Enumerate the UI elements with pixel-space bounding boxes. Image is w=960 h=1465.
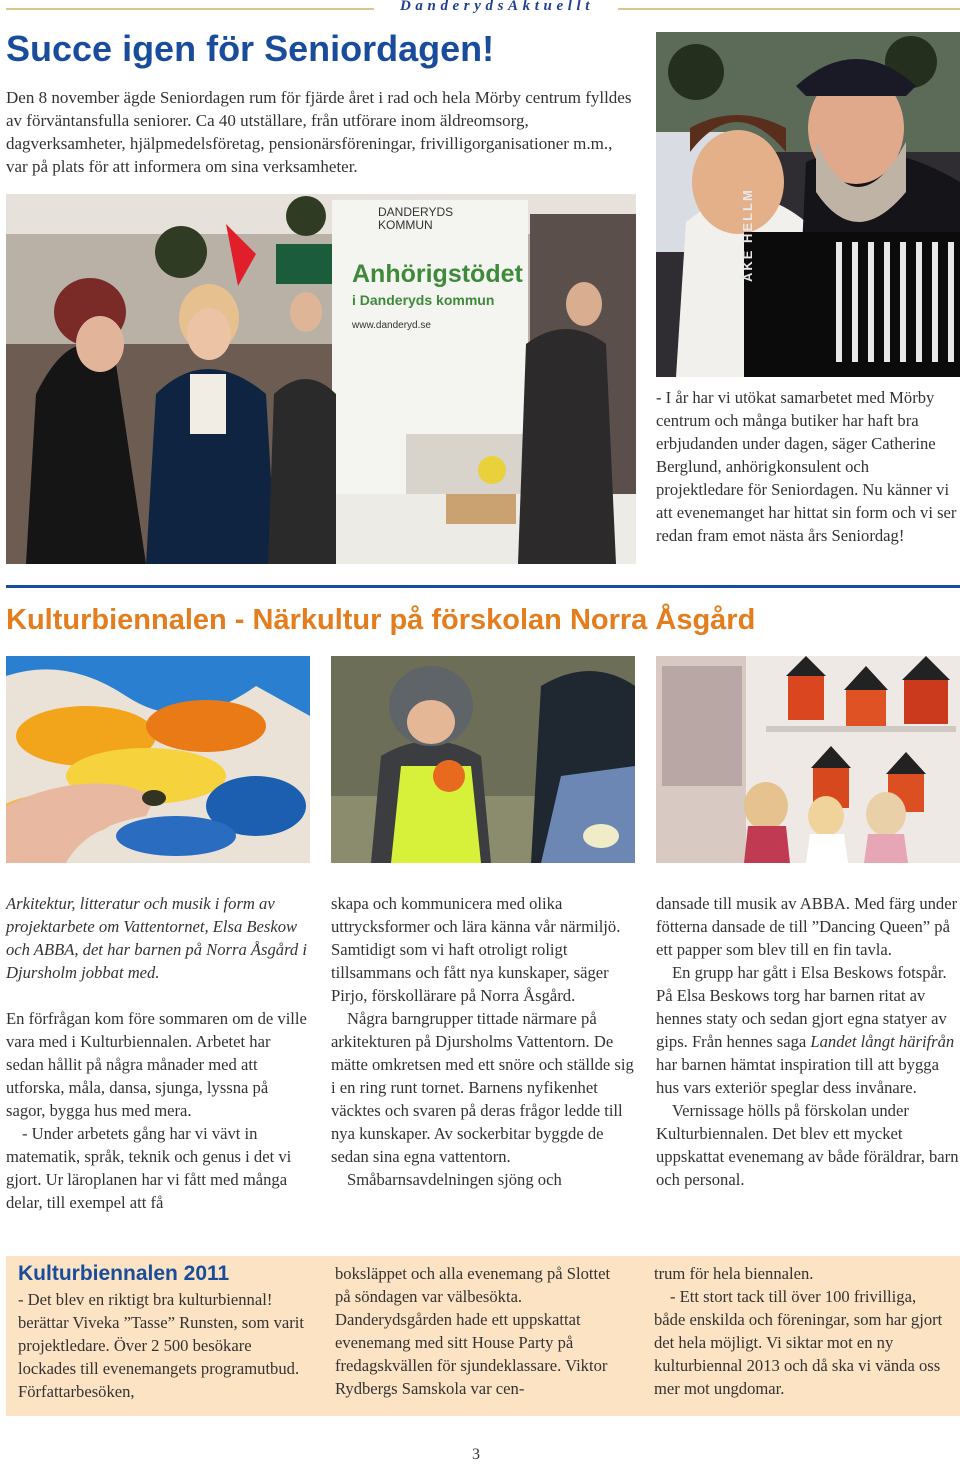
banner-title: Anhörigstödet [352, 260, 523, 288]
banner-subtitle: i Danderyds kommun [352, 292, 495, 308]
article2-column-1 [6, 892, 310, 1214]
accordion-text: ÅKE HELLM [740, 188, 755, 282]
section-divider [6, 585, 960, 588]
header-rule-right [618, 8, 960, 10]
article2-col1-p2: - Under arbetets gång har vi vävt in matematik, språk, teknik och genus i det vi gjort. Ur läroplanen har vi fått med många delar, till exempel att få [6, 1124, 292, 1212]
finger-painting-photo [6, 656, 310, 863]
factbox-column-1: - Det blev en riktigt bra kulturbiennal! berättar Viveka ”Tasse” Runsten, som varit projektledare. Över 2 500 besökare lockades till evenemangets programutbud. Författarbesöken, [18, 1290, 304, 1401]
factbox-col3-p2: - Ett stort tack till över 100 frivilliga, både enskilda och föreningar, som har gjort det hela möjligt. Vi siktar mot en ny kulturbiennal 2013 och då ska vi vända oss mer mot ungdomar. [654, 1287, 943, 1398]
article1-intro: Den 8 november ägde Seniordagen rum för fjärde året i rad och hela Mörby centrum fylldes av förväntansfulla seniorer. Ca 40 utställare, från utförare inom äldreomsorg, dagverksamheter, hjälpmedelsföretag, pensionärsföreningar, frivilligorganisationer m.m., var på plats för att informera om sina verksamheter. [6, 88, 632, 176]
article2-column-3 [656, 892, 960, 1191]
accordion-couple-photo [656, 32, 960, 377]
exhibition-stand-photo [6, 194, 636, 564]
child-with-orange-photo [331, 656, 635, 863]
banner-url: www.danderyd.se [352, 320, 431, 331]
article2-column-2 [331, 892, 635, 1191]
article2-col2-p3: Småbarnsavdelningen sjöng och [347, 1170, 562, 1189]
article2-title: Kulturbiennalen - Närkultur på förskolan Norra Åsgård [6, 604, 756, 636]
header-rule-left [6, 8, 374, 10]
banner-line2: KOMMUN [378, 218, 433, 232]
article2-col2-p1: skapa och kommunicera med olika uttrycksformer och lära känna vår närmiljö. Samtidigt som vi haft otroligt roligt tillsammans och fått nya kunskaper, säger Pirjo, förskollärare på Norra Åsgård. [331, 894, 621, 1005]
factbox-title: Kulturbiennalen 2011 [18, 1262, 230, 1285]
banner-line1: DANDERYDS [378, 205, 454, 219]
article2-col3-p1: dansade till musik av ABBA. Med färg under fötterna dansade de till ”Dancing Queen” på ett papper som blev till en fin tavla. [656, 894, 958, 959]
article2-col3-p3: Vernissage hölls på förskolan under Kulturbiennalen. Det blev ett mycket uppskattat evenemang av både föräldrar, barn och personal. [656, 1101, 959, 1189]
page-number: 3 [472, 1446, 480, 1463]
article1-quote: - I år har vi utökat samarbetet med Mörby centrum och många butiker har haft bra erbjudanden under dagen, säger Catherine Berglund, anhörigkonsulent och projektledare för Seniordagen. Nu känner vi att evenemanget har hittat sin form och vi ser redan fram emot nästa års Seniordag! [656, 388, 957, 545]
masthead: DanderydsAktuellt [399, 0, 595, 14]
factbox-column-2: boksläppet och alla evenemang på Slottet på söndagen var välbesökta. Danderydsgården hade ett uppskattat evenemang med sitt House Party på fredagskvällen för sjundeklassare. Viktor Rydbergs Samskola var cen- [335, 1264, 611, 1398]
article1-title: Succe igen för Seniordagen! [6, 28, 495, 69]
article2-col2-p2: Några barngrupper tittade närmare på arkitekturen på Djursholms Vattentorn. De mätte omkretsen med ett snöre och ställde sig i en ring runt tornet. Barnens nyfikenhet väcktes och svaren på deras frågor ledde till nya kunskaper. Av sockerbitar byggde de sedan sina egna vattentorn. [331, 1009, 634, 1166]
article2-col3-p2: En grupp har gått i Elsa Beskows fotspår. På Elsa Beskows torg har barnen ritat av hennes staty och sedan gjort egna statyer av gips. Från hennes saga Landet långt härifrån har barnen hämtat inspiration till att bygga hus vars exteriör speglar dess invånare. [656, 963, 955, 1097]
factbox-column-3 [654, 1262, 950, 1400]
article2-lead: Arkitektur, litteratur och musik i form av projektarbete om Vattentornet, Elsa Beskow och ABBA, det har barnen på Norra Åsgård i Djursholm jobbat med. [6, 894, 307, 982]
factbox-col3-p1: trum för hela biennalen. [654, 1264, 814, 1283]
article2-col1-p1: En förfrågan kom före sommaren om de ville vara med i Kulturbiennalen. Arbetet har sedan hållit på några månader med att utforska, måla, dansa, sjunga, lyssna på sagor, bygga hus med mera. [6, 1009, 307, 1120]
children-houses-photo [656, 656, 960, 863]
